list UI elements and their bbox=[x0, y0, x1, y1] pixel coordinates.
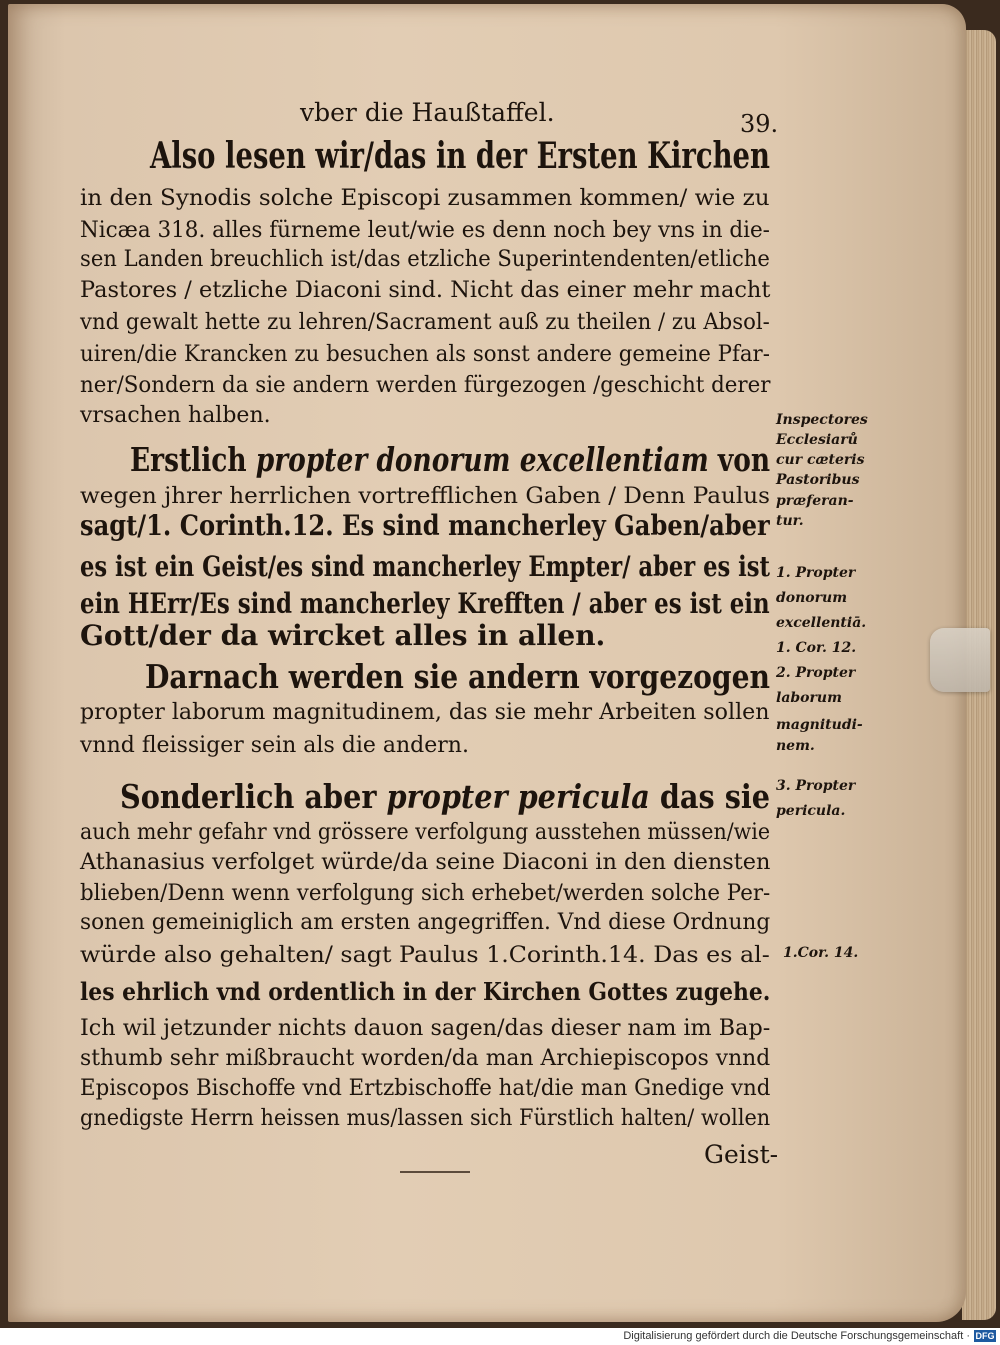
text-line: ner/Sondern da sie andern werden fürgezogen /geschicht derer bbox=[80, 373, 771, 398]
text-line: wegen jhrer herrlichen vortrefflichen Gaben / Denn Paulus bbox=[80, 484, 771, 509]
marginal-note-line: 1. Propter bbox=[776, 565, 856, 581]
text-line: Pastores / etzliche Diaconi sind. Nicht das einer mehr macht bbox=[80, 278, 771, 303]
text-line: ein HErr/Es sind mancherley Krefften / aber es ist ein bbox=[80, 587, 770, 620]
text-line: Darnach werden sie andern vorgezogen bbox=[145, 657, 771, 696]
text-line: es ist ein Geist/es sind mancherley Empter/ aber es ist bbox=[80, 550, 770, 583]
page-clip bbox=[930, 628, 990, 692]
marginal-note-line: Pastoribus bbox=[776, 472, 860, 488]
text-line: propter laborum magnitudinem, das sie mehr Arbeiten sollen bbox=[80, 700, 770, 725]
marginal-note-line: Inspectores bbox=[776, 412, 868, 428]
text-line: vnnd fleissiger sein als die andern. bbox=[80, 733, 469, 758]
dfg-logo: DFG bbox=[975, 1331, 995, 1341]
text-line: uiren/die Krancken zu besuchen als sonst andere gemeine Pfar- bbox=[80, 342, 770, 367]
text-line: Also lesen wir/das in der Ersten Kirchen bbox=[150, 135, 770, 177]
text-line bbox=[120, 777, 771, 816]
text-line: vnd gewalt hette zu lehren/Sacrament auß zu theilen / zu Absol- bbox=[80, 310, 770, 335]
text-line: les ehrlich vnd ordentlich in der Kirchen Gottes zugehe. bbox=[80, 977, 771, 1006]
text-line: Ich wil jetzunder nichts dauon sagen/das dieser nam im Bap- bbox=[80, 1016, 771, 1041]
text-line: in den Synodis solche Episcopi zusammen kommen/ wie zu bbox=[80, 186, 770, 211]
text-line: Gott/der da wircket alles in allen. bbox=[80, 619, 606, 652]
text-line: würde also gehalten/ sagt Paulus 1.Corinth.14. Das es al- bbox=[80, 943, 770, 968]
text-line: gnedigste Herrn heissen mus/lassen sich Fürstlich halten/ wollen bbox=[80, 1106, 771, 1131]
text-line: sonen gemeiniglich am ersten angegriffen. Vnd diese Ordnung bbox=[80, 910, 771, 935]
text-line: auch mehr gefahr vnd grössere verfolgung ausstehen müssen/wie bbox=[80, 820, 771, 845]
text-line: sen Landen breuchlich ist/das etzliche Superintendenten/etliche bbox=[80, 247, 770, 272]
marginal-note-line: excellentiā. bbox=[776, 615, 867, 631]
latin-phrase: propter donorum excellentiam bbox=[255, 440, 709, 479]
text-line: Nicæa 318. alles fürneme leut/wie es denn noch bey vns in die- bbox=[80, 218, 770, 243]
text-line: Athanasius verfolget würde/da seine Diaconi in den diensten bbox=[80, 850, 771, 875]
marginal-note-line: donorum bbox=[776, 590, 848, 606]
marginal-note-line: tur. bbox=[776, 513, 804, 529]
footer-bar bbox=[0, 1328, 1000, 1345]
text-line: Episcopos Bischoffe vnd Ertzbischoffe hat/die man Gnedige vnd bbox=[80, 1076, 771, 1101]
marginal-note-line: pericula. bbox=[776, 803, 846, 819]
text-line: sthumb sehr mißbraucht worden/da man Archiepiscopos vnnd bbox=[80, 1046, 771, 1071]
marginal-note-line: 3. Propter bbox=[776, 778, 856, 794]
text-line: vrsachen halben. bbox=[80, 403, 271, 428]
marginal-note-line: cur cæteris bbox=[776, 452, 865, 468]
marginal-note-line: præferan- bbox=[776, 493, 854, 509]
text-line: sagt/1. Corinth.12. Es sind mancherley Gaben/aber bbox=[80, 509, 770, 542]
marginal-note-line: 1.Cor. 14. bbox=[783, 945, 859, 961]
page-number: 39. bbox=[740, 110, 779, 138]
marginal-note-line: magnitudi- bbox=[776, 717, 863, 733]
running-title: vber die Haußtaffel. bbox=[300, 98, 555, 127]
text-segment: von bbox=[708, 440, 771, 479]
text-line bbox=[130, 440, 771, 479]
funding-credit: Digitalisierung gefördert durch die Deutsche Forschungsgemeinschaft · bbox=[623, 1330, 970, 1342]
decorative-rule bbox=[400, 1171, 470, 1173]
marginal-note-line: Ecclesiarů bbox=[776, 432, 858, 448]
marginal-note-line: nem. bbox=[776, 738, 815, 754]
marginal-note-line: 1. Cor. 12. bbox=[776, 640, 857, 656]
text-segment: das sie bbox=[649, 777, 771, 816]
text-line: blieben/Denn wenn verfolgung sich erhebet/werden solche Per- bbox=[80, 881, 771, 906]
text-segment: Sonderlich aber bbox=[120, 777, 387, 816]
text-segment: Erstlich bbox=[130, 440, 256, 479]
marginal-note-line: laborum bbox=[776, 690, 842, 706]
catchword: Geist- bbox=[704, 1140, 779, 1169]
marginal-note-line: 2. Propter bbox=[776, 665, 856, 681]
latin-phrase: propter pericula bbox=[386, 777, 650, 816]
